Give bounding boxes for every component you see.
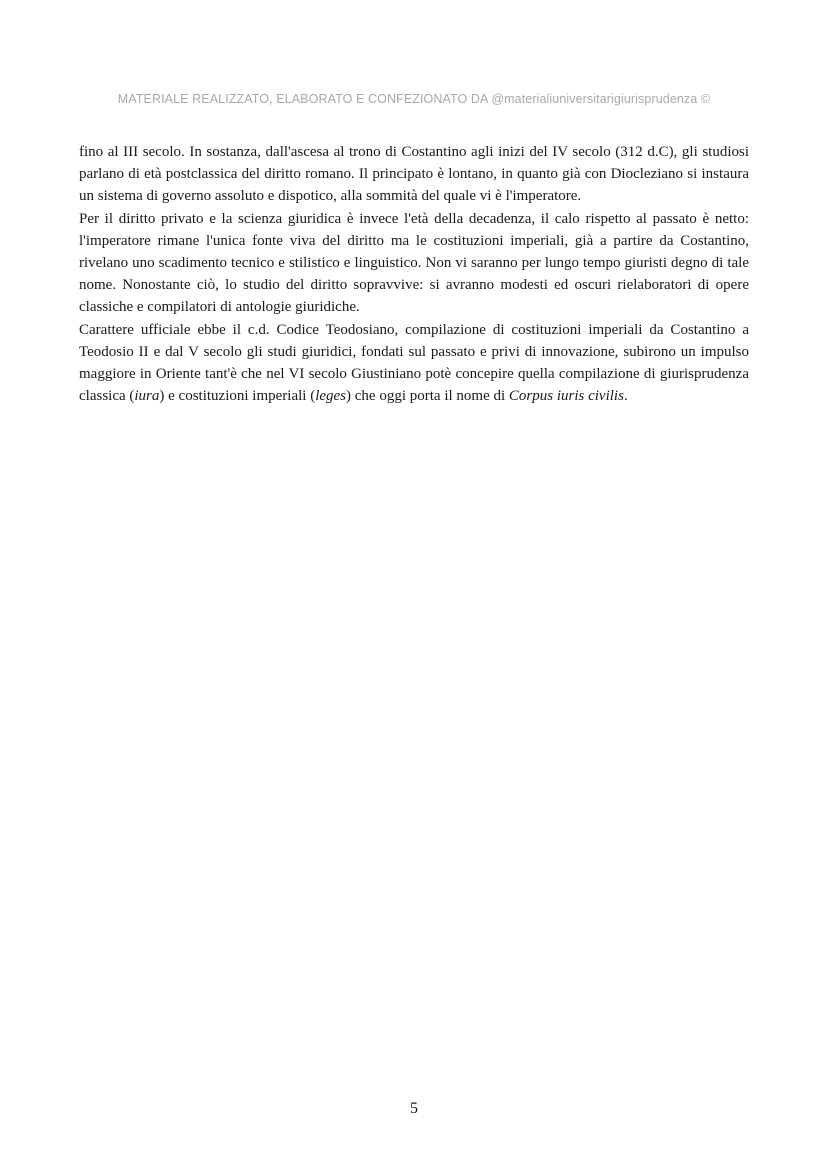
italic-term-leges: leges <box>315 388 347 405</box>
page-number: 5 <box>410 1100 418 1117</box>
paragraph-3-text: ) che oggi porta il nome di <box>346 388 509 405</box>
italic-term-iura: iura <box>134 388 160 405</box>
italic-term-corpus-iuris-civilis: Corpus iuris civilis <box>508 388 624 405</box>
paragraph-3-text: Carattere ufficiale ebbe il c.d. Codice Teodosiano, compilazione di costituzioni imperiali da Costantino a Teodosio II e dal V secolo gli studi giuridici, fondati sul passato e privi di innovazione, subirono un impulso maggiore in Oriente tant'è che nel VI secolo Giustiniano potè concepire quella compilazione di giurisprudenza classica ( <box>79 321 749 405</box>
page-header-watermark: MATERIALE REALIZZATO, ELABORATO E CONFEZIONATO DA @materialiuniversitarigiurisprudenza © <box>117 92 711 106</box>
paragraph-3-text: ) e costituzioni imperiali ( <box>159 388 316 405</box>
paragraph-3-text: . <box>623 388 628 405</box>
paragraph-3 <box>79 319 749 408</box>
paragraph-2: Per il diritto privato e la scienza giuridica è invece l'età della decadenza, il calo rispetto al passato è netto: l'imperatore rimane l'unica fonte viva del diritto ma le costituzioni imperiali, già a partire da Costantino, rivelano uno scadimento tecnico e stilistico e linguistico. Non vi saranno per lungo tempo giuristi degno di tale nome. Nonostante ciò, lo studio del diritto sopravvive: si avranno modesti ed oscuri rielaboratori di opere classiche e compilatori di antologie giuridiche. <box>79 210 749 316</box>
document-body <box>79 141 749 407</box>
paragraph-1: fino al III secolo. In sostanza, dall'ascesa al trono di Costantino agli inizi del IV secolo (312 d.C), gli studiosi parlano di età postclassica del diritto romano. Il principato è lontano, in quanto già con Diocleziano si instaura un sistema di governo assoluto e dispotico, alla sommità del quale vi è l'imperatore. <box>79 144 749 205</box>
